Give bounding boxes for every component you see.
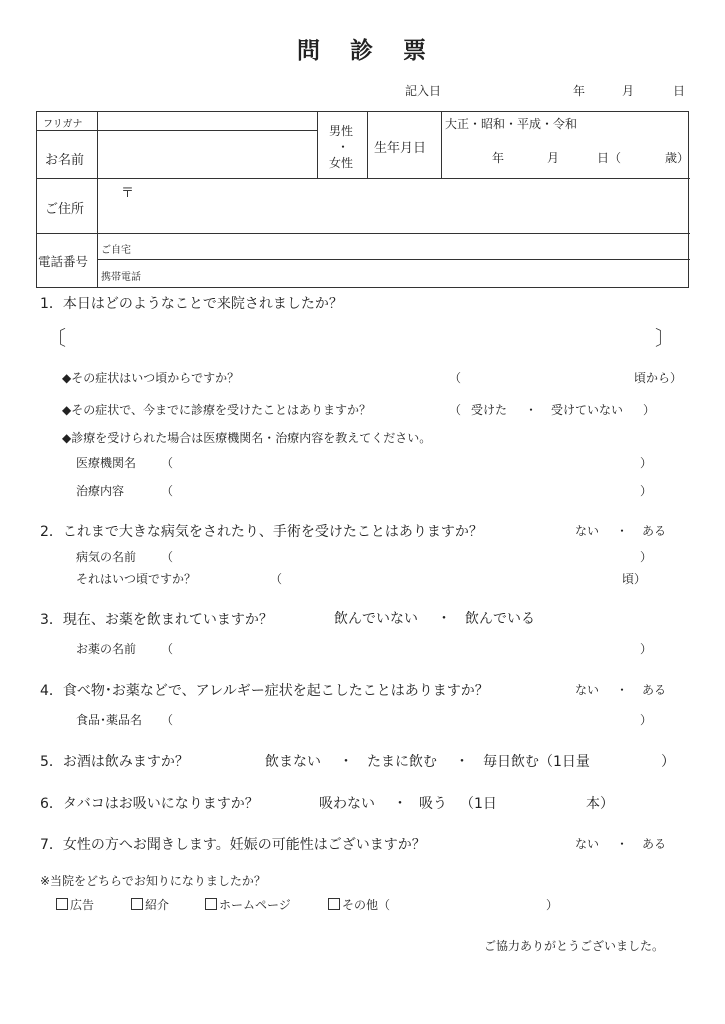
paren-open: （ <box>161 456 174 470</box>
treatment-label: 治療内容 <box>76 484 125 498</box>
q5-never[interactable]: 飲まない <box>265 754 321 770</box>
source-option-label: 紹介 <box>145 898 170 912</box>
source-question: ※当院をどちらでお知りになりましたか？ <box>40 874 266 888</box>
paren-open: （ <box>161 642 174 656</box>
postal-mark: 〒 <box>121 186 135 201</box>
source-option-ad[interactable] <box>56 896 94 913</box>
q6-separator: ・ <box>393 796 407 812</box>
mobile-phone-label: 携帯電話 <box>101 272 141 283</box>
q1-onset-open: （ <box>449 371 462 385</box>
source-option-label: ホームページ <box>219 898 291 912</box>
q1-bracket-open: 〔 <box>46 326 66 350</box>
source-option-label: 広告 <box>70 898 95 912</box>
drug-label: お薬の名前 <box>76 642 137 656</box>
birthdate-label: 生年月日 <box>374 141 427 156</box>
q2-yes[interactable]: ある <box>642 524 667 538</box>
question-3: 3．現在、お薬を飲まれていますか？ <box>40 612 273 628</box>
question-2: 2．これまで大きな病気をされたり、手術を受けたことはありますか？ <box>40 524 483 540</box>
q1-onset: ◆その症状はいつ頃からですか？ <box>62 371 240 385</box>
source-option-website[interactable] <box>205 896 291 913</box>
paren-open: （ <box>161 713 174 727</box>
paren-open: （ <box>270 572 283 586</box>
furigana-field[interactable] <box>99 113 315 129</box>
q1-treated-yes[interactable]: 受けた <box>471 403 508 417</box>
when-label: それはいつ頃ですか？ <box>76 572 197 586</box>
mobile-phone-field[interactable] <box>147 262 687 286</box>
title-char: 診 <box>350 38 375 64</box>
paren-close: ） <box>640 484 653 498</box>
q5-close: ） <box>661 754 675 770</box>
birth-month[interactable]: 月 <box>547 151 560 165</box>
paren-open: （ <box>161 484 174 498</box>
question-7: 7．女性の方へお聞きします。妊娠の可能性はございますか？ <box>40 837 426 853</box>
q4-no[interactable]: ない <box>575 683 600 697</box>
address-field[interactable] <box>99 182 687 231</box>
source-option-referral[interactable] <box>131 896 169 913</box>
q4-yes[interactable]: ある <box>642 683 667 697</box>
address-label: ご住所 <box>45 202 85 217</box>
q1-treated: ◆その症状で、今までに診療を受けたことはありますか？ <box>62 403 371 417</box>
age[interactable]: 歳） <box>665 151 690 165</box>
source-option-other[interactable] <box>328 896 390 913</box>
q3-yes[interactable]: 飲んでいる <box>465 611 535 627</box>
paren-close: ） <box>640 550 653 564</box>
q3-no[interactable]: 飲んでいない <box>334 611 418 627</box>
q1-detail: ◆診療を受けられた場合は医療機関名・治療内容を教えてください。 <box>62 431 432 445</box>
q7-separator: ・ <box>616 837 629 851</box>
gender-male[interactable]: 男性 <box>329 124 354 138</box>
q1-treated-separator: ・ <box>525 403 538 417</box>
checkbox-icon[interactable] <box>131 898 143 910</box>
phone-label: 電話番号 <box>38 254 89 269</box>
q1-treated-no[interactable]: 受けていない <box>551 403 624 417</box>
paren-close: ） <box>640 713 653 727</box>
question-4: 4．食べ物･お薬などで、アレルギー症状を起こしたことはありますか？ <box>40 683 489 699</box>
disease-label: 病気の名前 <box>76 550 137 564</box>
form-title <box>0 32 725 65</box>
name-label: お名前 <box>45 153 85 168</box>
q5-sometimes[interactable]: たまに飲む <box>367 754 437 770</box>
gender-female[interactable]: 女性 <box>329 156 354 170</box>
question-6: 6．タバコはお吸いになりますか？ <box>40 796 259 812</box>
home-phone-field[interactable] <box>147 236 687 257</box>
q2-separator: ・ <box>616 524 629 538</box>
checkbox-icon[interactable] <box>328 898 340 910</box>
furigana-label: フリガナ <box>43 119 83 130</box>
q6-no[interactable]: 吸わない <box>319 796 375 812</box>
q7-no[interactable]: ない <box>575 837 600 851</box>
home-phone-label: ご自宅 <box>101 245 131 256</box>
date-year[interactable]: 年 <box>573 84 586 98</box>
question-1: 1．本日はどのようなことで来院されましたか？ <box>40 296 343 312</box>
question-5: 5．お酒は飲みますか？ <box>40 754 189 770</box>
q1-answer-field[interactable] <box>70 322 650 350</box>
q2-no[interactable]: ない <box>575 524 600 538</box>
q3-separator: ・ <box>437 611 451 627</box>
source-other-close: ） <box>546 898 559 912</box>
birth-year[interactable]: 年 <box>492 151 505 165</box>
date-day[interactable]: 日 <box>673 84 686 98</box>
date-label: 記入日 <box>405 84 442 98</box>
gender-separator: ・ <box>337 140 350 154</box>
date-month[interactable]: 月 <box>622 84 635 98</box>
q5-separator-2: ・ <box>455 754 469 770</box>
name-field[interactable] <box>99 132 315 176</box>
patient-info-table <box>36 111 689 288</box>
when-close: 頃） <box>622 572 647 586</box>
q4-separator: ・ <box>616 683 629 697</box>
q5-separator-1: ・ <box>339 754 353 770</box>
era-options[interactable]: 大正・昭和・平成・令和 <box>445 117 578 131</box>
source-option-label: その他（ <box>342 898 391 912</box>
paren-close: ） <box>640 456 653 470</box>
thanks-message: ご協力ありがとうございました。 <box>484 939 665 953</box>
birth-day[interactable]: 日（ <box>597 151 622 165</box>
paren-close: ） <box>640 642 653 656</box>
q1-bracket-close: 〕 <box>655 326 675 350</box>
q1-treated-open: （ <box>449 403 462 417</box>
q1-treated-close: ） <box>643 403 656 417</box>
q7-yes[interactable]: ある <box>642 837 667 851</box>
allergy-items-label: 食品･薬品名 <box>76 713 143 727</box>
q6-unit: 本） <box>586 796 614 812</box>
title-char: 票 <box>403 38 428 64</box>
q5-daily[interactable]: 毎日飲む（1日量 <box>483 754 590 770</box>
q1-onset-close: 頃から） <box>634 371 683 385</box>
checkbox-icon[interactable] <box>205 898 217 910</box>
title-char: 問 <box>297 38 322 64</box>
q6-yes[interactable]: 吸う <box>419 796 447 812</box>
facility-label: 医療機関名 <box>76 456 137 470</box>
checkbox-icon[interactable] <box>56 898 68 910</box>
paren-open: （ <box>161 550 174 564</box>
q6-per-day: （1日 <box>460 796 497 812</box>
